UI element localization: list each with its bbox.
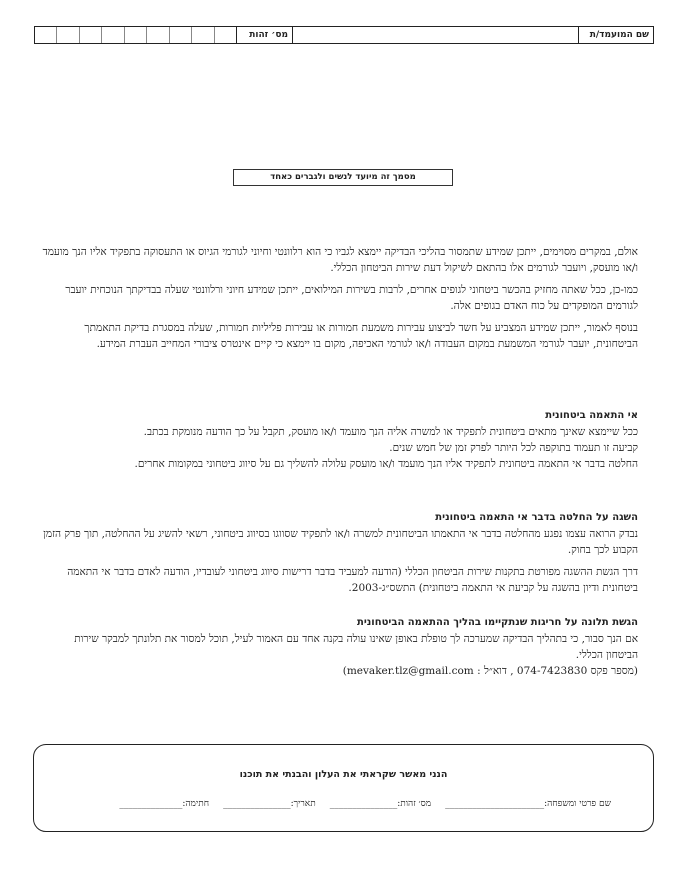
section-security-mismatch [40, 408, 638, 472]
id-digit-box[interactable] [101, 27, 123, 43]
paragraph: בנוסף לאמור, ייתכן שמידע המצביע על חשד לביצוע עבירות משמעת חמורות או עבירות פליליות חמורות, שעלה במסגרת בדיקת התאמתך הביטחונית, יועבר לגורמי המשמעת במקום העבודה ו/או לגורמי האכיפה, מקום בו יימצא כי קיים אינטרס ציבורי המחייב העברת המידע. [84, 322, 638, 350]
declaration-text: הנני מאשר שקראתי את העלון והבנתי את תוכנו [239, 769, 448, 780]
section-paragraph: נבדק הרואה עצמו נפגע מהחלטה בדבר אי התאמתו הביטחונית למשרה ו/או לתפקיד שסווגו בסיווג ביטחוני, רשאי להשיג על ההחלטה, תוך פרק הזמן הקבוע לכך בחוק. [43, 528, 638, 556]
candidate-name-label: שם המועמד/ת [578, 27, 653, 43]
section-line: החלטה בדבר אי התאמה ביטחונית לתפקיד אליו הנך מועמד ו/או מועסק עלולה להשליך גם על סיווג ביטחוני במקומות אחרים. [134, 458, 638, 470]
id-digit-box[interactable] [79, 27, 101, 43]
paragraph: אולם, במקרים מסוימים, ייתכן שמידע שתמסור בהליכי הבדיקה יימצא לגביו כי הוא רלוונטי וחיוני לגורמי הגיוס או התעסוקה בתפקיד אליו הנך מועמד ו/או מועסק, ויועבר לגורמים אלו בהתאם לשיקול דעת שירות הביטחון הכללי. [42, 246, 638, 274]
intro-paragraphs [40, 244, 638, 352]
section-heading: אי התאמה ביטחונית [545, 410, 638, 421]
full-name-field[interactable]: שם פרטי ומשפחה:______________________ [445, 799, 611, 809]
id-number-label: מס׳ זהות [236, 27, 292, 43]
contact-info: (מספר פקס 074-7423830 , דוא״ל : mevaker.tlz@gmail.com) [342, 665, 638, 677]
signature-box [33, 744, 654, 832]
signature-field[interactable]: חתימה:______________ [119, 799, 210, 809]
section-line: קביעה זו תעמוד בתוקפה לכל היותר לפרק זמן של חמש שנים. [389, 442, 638, 454]
id-digit-box[interactable] [56, 27, 78, 43]
candidate-header [34, 26, 654, 44]
id-digit-box[interactable] [124, 27, 146, 43]
section-appeal [40, 510, 638, 596]
section-paragraph: דרך הגשת ההשגה מפורטת בתקנות שירות הביטחון הכללי (הודעה למעביד בדבר דרישות סיווג ביטחוני לעובדיו, הודעה לאדם בדבר אי התאמה ביטחונית ודיון בהשגה על קביעת אי התאמה ביטחונית) התשס״ג-2003. [67, 566, 638, 594]
id-digit-box[interactable] [169, 27, 191, 43]
section-heading: השגה על החלטה בדבר אי התאמה ביטחונית [435, 512, 638, 523]
gender-notice: מסמך זה מיועד לנשים ולגברים כאחד [233, 169, 453, 186]
id-digit-box[interactable] [214, 27, 236, 43]
id-digit-box[interactable] [146, 27, 168, 43]
section-line: ככל שיימצא שאינך מתאים ביטחונית לתפקיד או למשרה אליה הנך מועמד ו/או מועסק, תקבל על כך הודעה מנומקת בכתב. [143, 426, 638, 438]
paragraph: כמו-כן, ככל שאתה מחזיק בהכשר ביטחוני לגופים אחרים, לרבות בשירות המילואים, ייתכן שמידע חיוני ורלוונטי שעלה בבדיקתך הנוכחית יועבר לגורמים המופקדים על כוח האדם בגופים אלה. [65, 284, 638, 312]
id-digit-box[interactable] [35, 27, 56, 43]
signature-fields [119, 798, 611, 809]
date-field[interactable]: תאריך:_______________ [223, 799, 316, 809]
id-field[interactable]: מס׳ זהות:_______________ [329, 799, 432, 809]
section-heading: הגשת תלונה על חריגות שנתקיימו בהליך ההתאמה הביטחונית [357, 617, 638, 628]
section-paragraph: אם הנך סבור, כי בתהליך הבדיקה שמערכה לך טופלת באופן שאינו עולה בקנה אחד עם האמור לעיל, תוכל למסור את תלונתך למבקר שירות הביטחון הכללי. [74, 633, 638, 661]
id-number-boxes[interactable] [35, 27, 236, 43]
id-digit-box[interactable] [191, 27, 213, 43]
section-complaint [40, 615, 638, 679]
candidate-name-field[interactable] [292, 27, 578, 43]
